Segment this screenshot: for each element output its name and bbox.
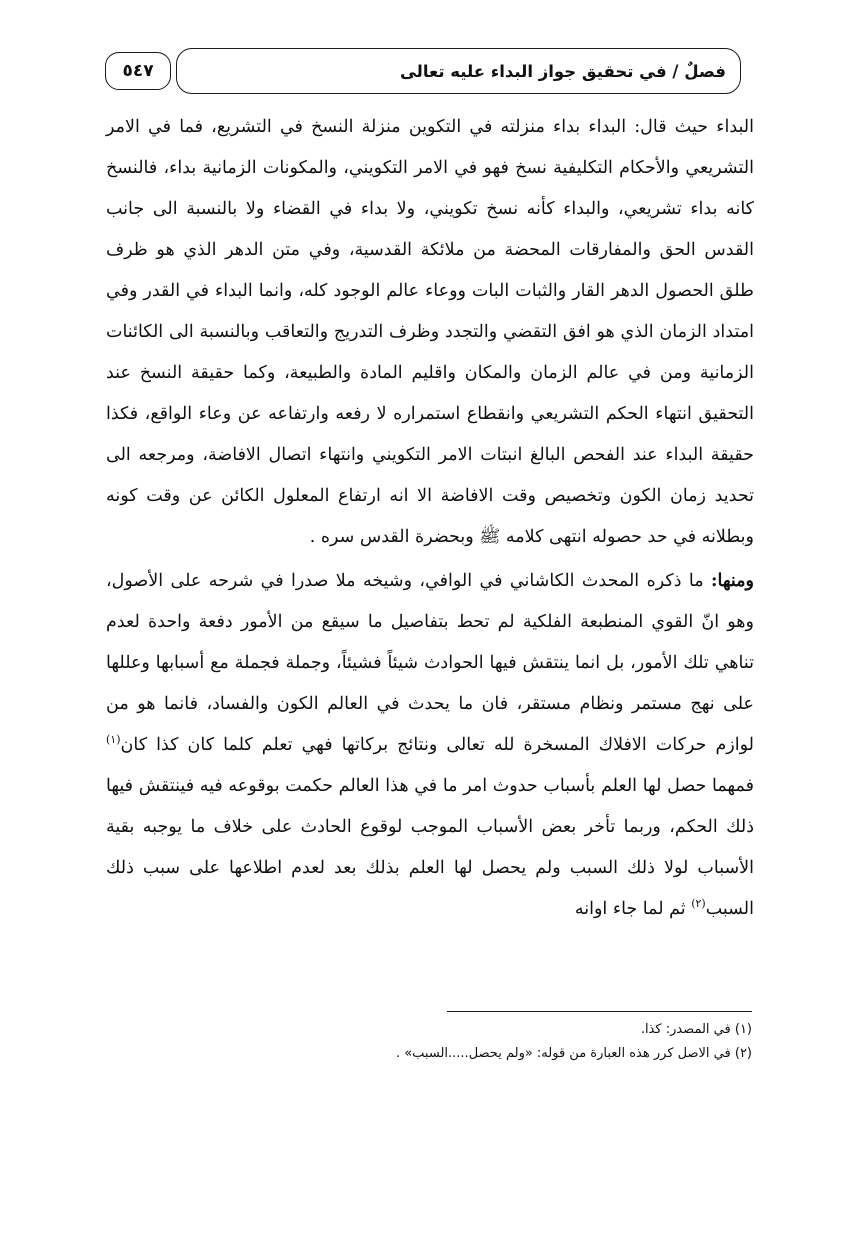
footnote-divider [447,1011,752,1012]
paragraph-2-text-b: فمهما حصل لها العلم بأسباب حدوث امر ما في هذا العالم حكمت بوقوعه فيه فينتقش فيها ذلك الحكم، وربما تأخر بعض الأسباب الموجب لوقوع الحادث على خلاف ما يوجبه بقية الأسباب لولا ذلك السبب ولم يحصل لها العلم بذلك بعد لعدم اطلاعها على سبب ذلك السبب [106,776,754,919]
paragraph-1: البداء حيث قال: البداء بداء منزلته في التكوين منزلة النسخ في التشريع، فما في الامر التشريعي والأحكام التكليفية نسخ فهو في الامر التكويني، والمكونات الزمانية بداء، فالنسخ كانه بداء تشريعي، والبداء كأنه نسخ تكويني، ولا بداء في القضاء ولا بالنسبة الى جانب القدس الحق والمفارقات المحضة من ملائكة القدسية، وفي متن الدهر الذي هو ظرف طلق الحصول الدهر القار والثبات البات ووعاء عالم الوجود كله، وانما البداء في القدر وفي امتداد الزمان الذي هو افق التقضي والتجدد وظرف التدريج والتعاقب وبالنسبة الى الكائنات الزمانية ومن في عالم الزمان والمكان واقليم المادة والطبيعة، وكما حقيقة النسخ عند التحقيق انتهاء الحكم التشريعي وانقطاع استمراره لا رفعه وارتفاعه عن وعاء الواقع، فكذا حقيقة البداء عند الفحص البالغ انبتات الامر التكويني وانتهاء اتصال الافاضة، ومرجعه الى تحديد زمان الكون وتخصيص وقت الافاضة الا انه ارتفاع المعلول الكائن عن وقت كونه وبطلانه في حد حصوله انتهى كلامه ﷺ وبحضرة القدس سره . [106,117,755,547]
paragraph-2 [106,561,754,930]
header-title-frame [176,48,741,94]
page-number: ٥٤٧ [122,61,154,81]
footnote-ref-2[interactable]: (٢) [691,897,706,911]
footnotes [104,1018,752,1066]
paragraph-2-text-c: ثم لما جاء اوانه [574,899,692,919]
footnote-ref-1[interactable]: (١) [106,733,121,747]
chapter-title: فصلٌ / في تحقيق جواز البداء عليه تعالى [399,61,726,81]
footnote-2: (٢) في الاصل كرر هذه العبارة من قوله: «ولم يحصل.....السبب» . [395,1046,752,1061]
main-text [106,107,754,930]
running-header [105,48,741,98]
paragraph-lead-word: ومنها: [711,571,754,591]
paragraph-2-text-a: ما ذكره المحدث الكاشاني في الوافي، وشيخه ملا صدرا في شرحه على الأصول، وهو انّ القوي المنطبعة الفلكية لم تحط بتفاصيل ما سيقع من الأمور دفعة واحدة لعدم تناهي تلك الأمور، بل انما ينتقش فيها الحوادث شيئاً فشيئاً، وجملة فجملة مع أسبابها وعللها على نهج مستمر ونظام مستقر، فان ما يحدث في العالم الكون والفساد، فانما هو من لوازم حركات الافلاك المسخرة لله تعالى ونتائج بركاتها فهي تعلم كلما كان كذا كان [106,571,754,755]
footnote-1: (١) في المصدر: كذا. [640,1022,752,1037]
page-number-frame [105,52,171,90]
